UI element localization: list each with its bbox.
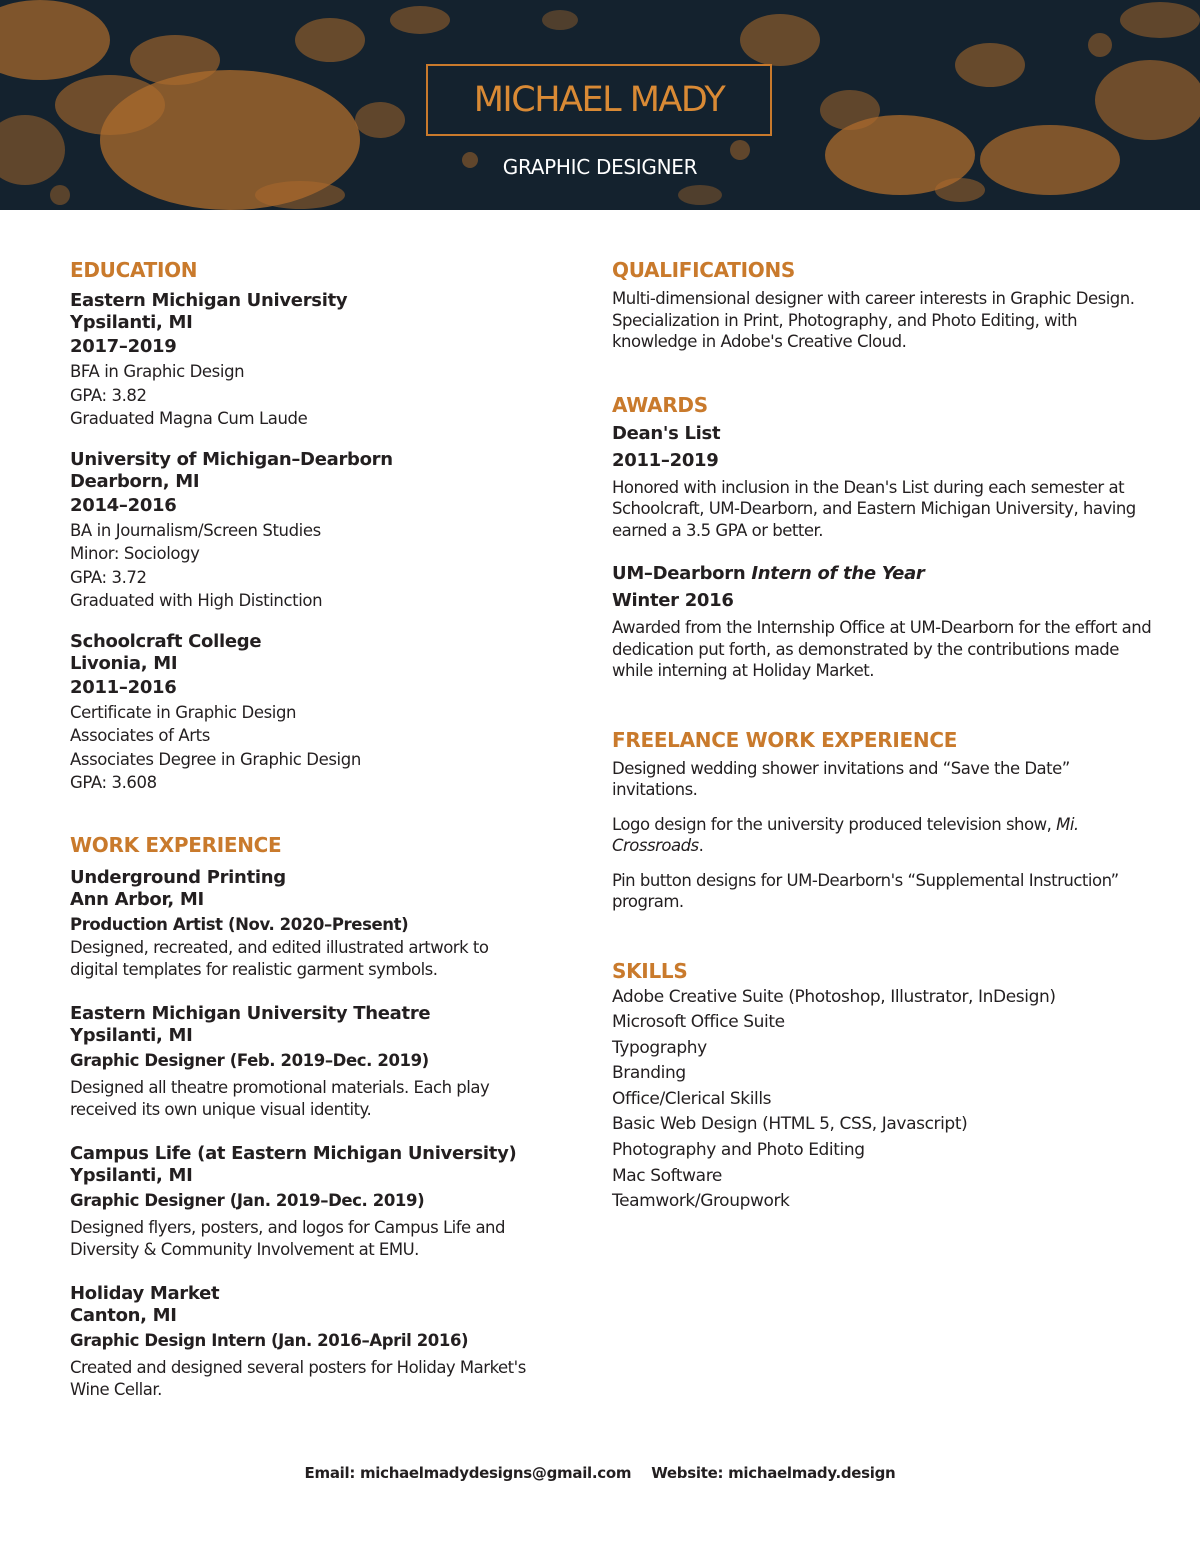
school-name: Eastern Michigan University: [70, 290, 348, 311]
education-detail: Certificate in Graphic Design: [70, 702, 297, 722]
education-detail: Graduated Magna Cum Laude: [70, 409, 308, 428]
header-banner: [0, 0, 1200, 210]
website-link[interactable]: Website: michaelmady.design: [651, 1464, 896, 1482]
company-name: Holiday Market: [70, 1282, 220, 1304]
company-name: Campus Life (at Eastern Michigan University): [70, 1142, 517, 1164]
freelance-item: Designed wedding shower invitations and “Save the Date” invitations.: [612, 758, 1070, 799]
resume-name: MICHAEL MADY: [473, 80, 725, 120]
award-description: Awarded from the Internship Office at UM-Dearborn for the effort and dedication put forth, as demonstrated by the contributions made while interning at Holiday Market.: [612, 618, 1152, 680]
job-title: GRAPHIC DESIGNER: [502, 155, 698, 179]
education-entry: [70, 631, 540, 795]
job-description: Designed all theatre promotional materials. Each play received its own unique visual identity.: [70, 1077, 490, 1119]
freelance-item: Pin button designs for UM-Dearborn's “Supplemental Instruction” program.: [612, 870, 1119, 911]
skills-title: SKILLS: [612, 958, 688, 983]
company-location: Ypsilanti, MI: [70, 1024, 193, 1046]
work-experience-title: WORK EXPERIENCE: [70, 832, 282, 857]
school-dates: 2011–2016: [70, 676, 177, 698]
skill-item: Mac Software: [612, 1165, 722, 1186]
education-detail: GPA: 3.608: [70, 773, 157, 792]
skill-item: Microsoft Office Suite: [612, 1012, 785, 1033]
work-entry: [70, 1143, 540, 1261]
school-dates: 2014–2016: [70, 494, 177, 516]
job-description: Created and designed several posters for Holiday Market's Wine Cellar.: [70, 1357, 526, 1399]
education-detail: BFA in Graphic Design: [70, 362, 245, 381]
education-detail: Associates Degree in Graphic Design: [70, 749, 361, 769]
school-dates: 2017–2019: [70, 336, 177, 357]
education-detail: GPA: 3.82: [70, 385, 147, 405]
award-name-prefix: UM–Dearborn: [612, 563, 746, 584]
education-detail: Graduated with High Distinction: [70, 591, 323, 610]
skill-item: Adobe Creative Suite (Photoshop, Illustrator, InDesign): [612, 986, 1056, 1007]
freelance-item-text: Logo design for the university produced television show,: [612, 814, 1052, 834]
company-location: Canton, MI: [70, 1304, 177, 1326]
email-link[interactable]: Email: michaelmadydesigns@gmail.com: [304, 1464, 632, 1482]
contact-footer: [0, 1464, 1200, 1482]
skill-item: Photography and Photo Editing: [612, 1140, 865, 1161]
name-box: [426, 64, 772, 136]
left-column: [70, 258, 540, 1401]
skill-item: Basic Web Design (HTML 5, CSS, Javascript): [612, 1114, 968, 1135]
skills-list: [612, 985, 1152, 1215]
freelance-item: [612, 814, 1152, 857]
education-title: EDUCATION: [70, 258, 198, 282]
education-entry: [70, 449, 540, 613]
award-dates: 2011–2019: [612, 449, 719, 471]
job-role: Graphic Design Intern (Jan. 2016–April 2016): [70, 1330, 469, 1350]
award-dates: Winter 2016: [612, 590, 734, 611]
education-detail: GPA: 3.72: [70, 567, 147, 587]
work-entry: [70, 1283, 540, 1401]
job-role: Graphic Designer (Jan. 2019–Dec. 2019): [70, 1190, 425, 1210]
education-entry: [70, 290, 540, 431]
job-role: Production Artist (Nov. 2020–Present): [70, 914, 409, 934]
education-detail: Associates of Arts: [70, 726, 210, 745]
skill-item: Branding: [612, 1063, 686, 1084]
school-location: Livonia, MI: [70, 652, 178, 674]
company-name: Eastern Michigan University Theatre: [70, 1002, 431, 1024]
work-entry: [70, 867, 540, 981]
qualifications-title: QUALIFICATIONS: [612, 258, 796, 282]
job-description: Designed flyers, posters, and logos for Campus Life and Diversity & Community Involvement at EMU.: [70, 1217, 505, 1259]
freelance-item-end: .: [698, 836, 704, 855]
award-description: Honored with inclusion in the Dean's List during each semester at Schoolcraft, UM-Dearborn, and Eastern Michigan University, having earned a 3.5 GPA or better.: [612, 477, 1136, 540]
school-name: Schoolcraft College: [70, 630, 262, 652]
company-location: Ypsilanti, MI: [70, 1164, 193, 1186]
award-name: [612, 563, 1152, 585]
skill-item: Teamwork/Groupwork: [612, 1191, 790, 1212]
skill-item: Typography: [612, 1037, 707, 1058]
school-location: Ypsilanti, MI: [70, 312, 193, 333]
company-name: Underground Printing: [70, 866, 286, 888]
school-name: University of Michigan–Dearborn: [70, 448, 393, 470]
education-detail: Minor: Sociology: [70, 544, 200, 563]
company-location: Ann Arbor, MI: [70, 888, 204, 910]
job-description: Designed, recreated, and edited illustrated artwork to digital templates for realistic garment symbols.: [70, 937, 489, 979]
award-name-italic: Intern of the Year: [751, 563, 925, 584]
right-column: [612, 258, 1152, 1215]
qualifications-text: Multi-dimensional designer with career interests in Graphic Design. Specialization in Print, Photography, and Photo Editing, with knowledge in Adobe's Creative Cloud.: [612, 289, 1135, 351]
freelance-title: FREELANCE WORK EXPERIENCE: [612, 727, 958, 752]
work-entry: [70, 1003, 540, 1121]
school-location: Dearborn, MI: [70, 470, 200, 492]
job-role: Graphic Designer (Feb. 2019–Dec. 2019): [70, 1050, 429, 1070]
freelance-item-italic: Mi. Crossroads: [612, 814, 1079, 855]
skill-item: Office/Clerical Skills: [612, 1088, 772, 1109]
award-name: Dean's List: [612, 422, 721, 444]
education-detail: BA in Journalism/Screen Studies: [70, 520, 321, 540]
awards-title: AWARDS: [612, 392, 708, 417]
